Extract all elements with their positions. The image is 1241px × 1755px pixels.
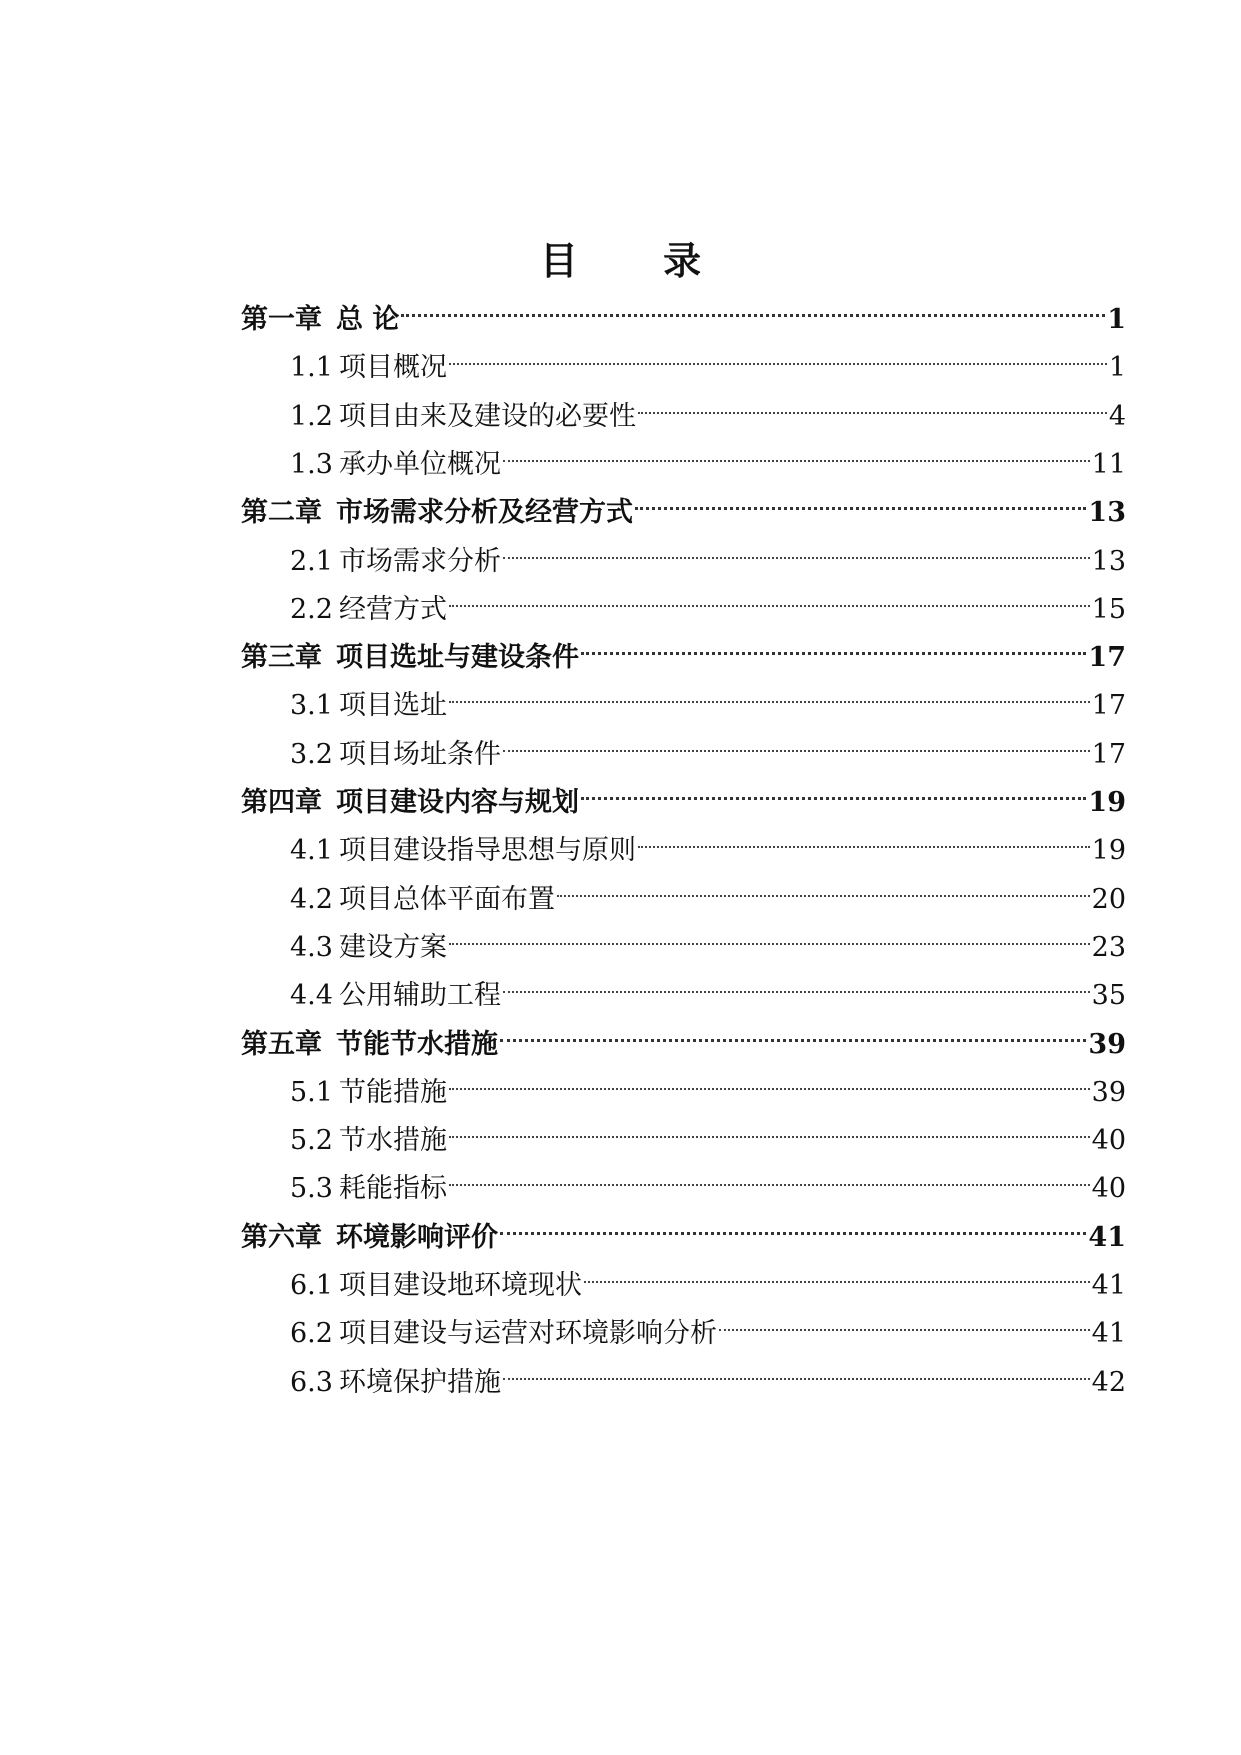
toc-section-entry[interactable]: [290, 1153, 1126, 1204]
toc-page-number: 15: [1091, 594, 1126, 625]
toc-page-number: 40: [1091, 1173, 1126, 1204]
dot-leader: [449, 1105, 1090, 1149]
toc-chapter-entry[interactable]: [241, 1009, 1126, 1060]
toc-page-number: 39: [1088, 1029, 1126, 1060]
toc-chapter-entry[interactable]: [241, 767, 1126, 818]
toc-chapter-entry[interactable]: [241, 622, 1126, 673]
toc-entry-title: 项目建设指导思想与原则: [338, 835, 636, 866]
toc-page-number: 39: [1091, 1077, 1126, 1108]
toc-entry-number: 4.4: [290, 980, 333, 1011]
toc-page-number: 4: [1108, 401, 1126, 432]
toc-page-number: 23: [1091, 932, 1126, 963]
dot-leader: [638, 815, 1090, 859]
toc-entry-number: 第五章: [241, 1029, 322, 1060]
dot-leader: [719, 1298, 1090, 1342]
dot-leader: [503, 1347, 1090, 1391]
toc-entry-title: 节能措施: [338, 1077, 447, 1108]
toc-section-entry[interactable]: [290, 1250, 1126, 1301]
toc-entry-title: 项目由来及建设的必要性: [338, 401, 636, 432]
toc-page-number: 20: [1091, 884, 1126, 915]
toc-section-entry[interactable]: [290, 864, 1126, 915]
toc-entry-title: 项目建设地环境现状: [338, 1270, 582, 1301]
dot-leader: [449, 574, 1090, 618]
toc-page-number: 19: [1088, 787, 1126, 818]
toc-entry-title: 市场需求分析及经营方式: [336, 497, 633, 528]
toc-entry-title: 耗能指标: [338, 1173, 447, 1204]
toc-entry-number: 2.1: [290, 546, 333, 577]
toc-page-number: 41: [1088, 1222, 1126, 1253]
toc-entry-title: 总 论: [336, 304, 400, 335]
toc-chapter-entry[interactable]: [241, 477, 1126, 528]
toc-entry-title: 节能节水措施: [336, 1029, 498, 1060]
toc-section-entry[interactable]: [290, 332, 1126, 383]
toc-section-entry[interactable]: [290, 960, 1126, 1011]
toc-page-number: 42: [1091, 1367, 1126, 1398]
toc-entry-number: 第六章: [241, 1222, 322, 1253]
dot-leader: [503, 526, 1090, 570]
toc-page-number: 17: [1088, 642, 1126, 673]
toc-entry-title: 承办单位概况: [338, 449, 501, 480]
dot-leader: [449, 912, 1090, 956]
dot-leader: [449, 670, 1090, 714]
toc-page-number: 41: [1091, 1270, 1126, 1301]
toc-entry-title: 建设方案: [338, 932, 447, 963]
toc-entry-number: 5.1: [290, 1077, 333, 1108]
toc-section-entry[interactable]: [290, 815, 1126, 866]
dot-leader: [635, 477, 1086, 521]
toc-entry-number: 3.1: [290, 690, 333, 721]
toc-section-entry[interactable]: [290, 670, 1126, 721]
toc-section-entry[interactable]: [290, 1347, 1126, 1398]
toc-entry-title: 项目建设与运营对环境影响分析: [338, 1318, 717, 1349]
toc-entry-number: 4.3: [290, 932, 333, 963]
dot-leader: [581, 767, 1086, 811]
toc-entry-title: 项目概况: [338, 352, 447, 383]
dot-leader: [503, 960, 1090, 1004]
toc-entry-title: 环境影响评价: [336, 1222, 498, 1253]
toc-entry-number: 1.2: [290, 401, 333, 432]
toc-page-number: 13: [1088, 497, 1126, 528]
toc-page-number: 41: [1091, 1318, 1126, 1349]
toc-entry-number: 第三章: [241, 642, 322, 673]
toc-entry-number: 3.2: [290, 739, 333, 770]
dot-leader: [500, 1009, 1086, 1053]
dot-leader: [503, 429, 1090, 473]
dot-leader: [557, 864, 1090, 908]
toc-entry-number: 5.2: [290, 1125, 333, 1156]
toc-entry-number: 4.1: [290, 835, 333, 866]
toc-page-number: 1: [1107, 304, 1126, 335]
dot-leader: [449, 1057, 1090, 1101]
toc-entry-title: 项目选址与建设条件: [336, 642, 579, 673]
toc-entry-title: 项目场址条件: [338, 739, 501, 770]
toc-entry-number: 2.2: [290, 594, 333, 625]
toc-page-number: 17: [1091, 739, 1126, 770]
toc-section-entry[interactable]: [290, 381, 1126, 432]
toc-page-number: 35: [1091, 980, 1126, 1011]
toc-section-entry[interactable]: [290, 1298, 1126, 1349]
toc-page-number: 13: [1091, 546, 1126, 577]
toc-entry-title: 项目选址: [338, 690, 447, 721]
toc-entry-title: 市场需求分析: [338, 546, 501, 577]
toc-section-entry[interactable]: [290, 1057, 1126, 1108]
toc-entry-number: 6.1: [290, 1270, 333, 1301]
toc-entry-number: 第四章: [241, 787, 322, 818]
dot-leader: [449, 1153, 1090, 1197]
toc-page-number: 40: [1091, 1125, 1126, 1156]
toc-page-number: 17: [1091, 690, 1126, 721]
dot-leader: [638, 381, 1107, 425]
toc-entry-title: 项目建设内容与规划: [336, 787, 579, 818]
toc-section-entry[interactable]: [290, 526, 1126, 577]
dot-leader: [584, 1250, 1090, 1294]
toc-page-number: 11: [1091, 449, 1126, 480]
toc-entry-title: 经营方式: [338, 594, 447, 625]
toc-entry-title: 节水措施: [338, 1125, 447, 1156]
toc-chapter-entry[interactable]: [241, 284, 1126, 335]
dot-leader: [581, 622, 1086, 666]
toc-entry-label: [290, 1361, 503, 1405]
toc-entry-title: 公用辅助工程: [338, 980, 501, 1011]
dot-leader: [401, 284, 1105, 328]
toc-entry-number: 6.2: [290, 1318, 333, 1349]
toc-entry-number: 5.3: [290, 1173, 333, 1204]
toc-section-entry[interactable]: [290, 1105, 1126, 1156]
toc-entry-number: 1.1: [290, 352, 333, 383]
toc-entry-number: 6.3: [290, 1367, 333, 1398]
toc-entry-number: 4.2: [290, 884, 333, 915]
toc-entry-number: 第二章: [241, 497, 322, 528]
toc-section-entry[interactable]: [290, 719, 1126, 770]
toc-entry-title: 项目总体平面布置: [338, 884, 555, 915]
toc-entry-number: 1.3: [290, 449, 333, 480]
toc-chapter-entry[interactable]: [241, 1202, 1126, 1253]
dot-leader: [500, 1202, 1086, 1246]
toc-section-entry[interactable]: [290, 429, 1126, 480]
dot-leader: [449, 332, 1107, 376]
toc-section-entry[interactable]: [290, 912, 1126, 963]
toc-page-number: 19: [1091, 835, 1126, 866]
toc-section-entry[interactable]: [290, 574, 1126, 625]
toc-page-number: 1: [1108, 352, 1126, 383]
toc-title: 目 录: [539, 238, 738, 283]
toc-entry-title: 环境保护措施: [338, 1367, 501, 1398]
dot-leader: [503, 719, 1090, 763]
toc-entry-number: 第一章: [241, 304, 322, 335]
